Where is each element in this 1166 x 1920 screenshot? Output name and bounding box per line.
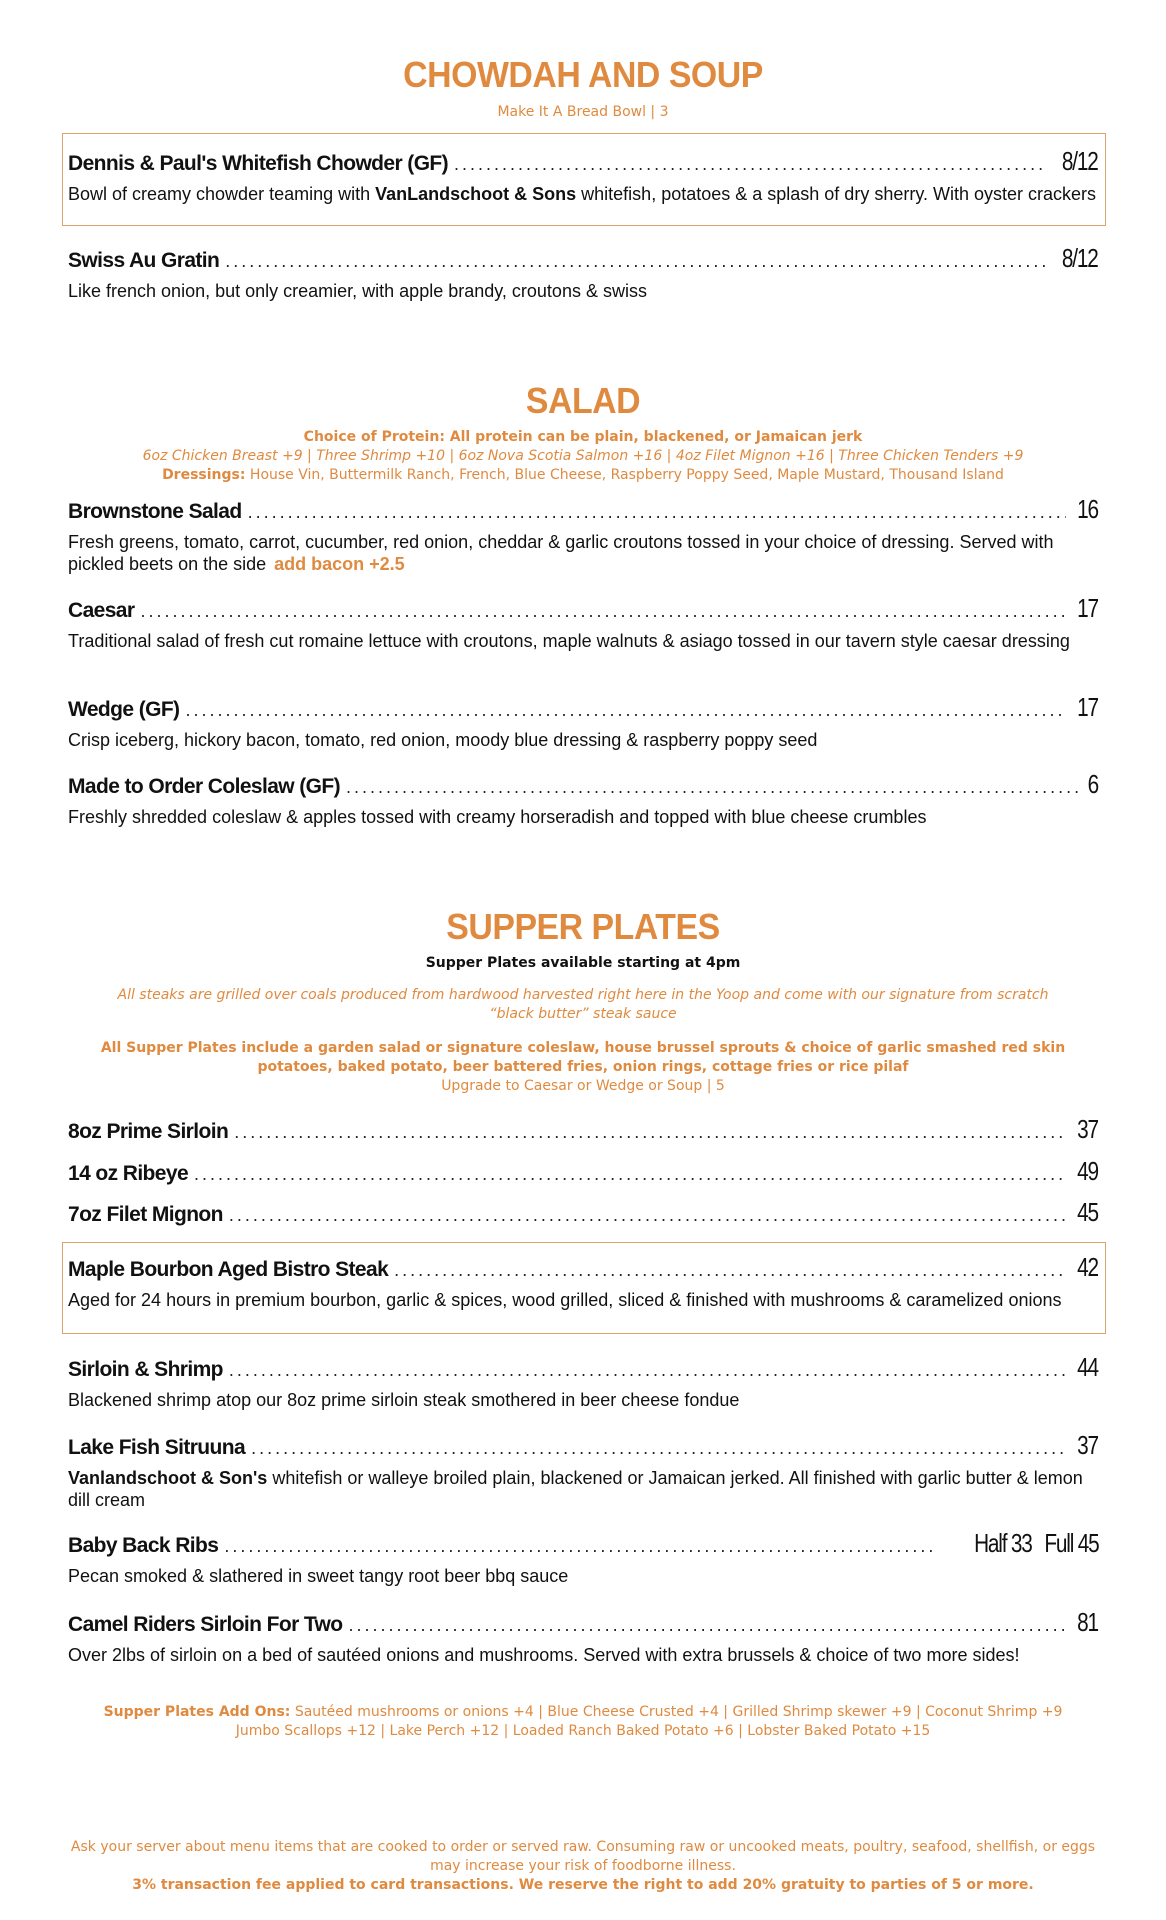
item-price: 45: [1077, 1197, 1098, 1227]
item-description: Fresh greens, tomato, carrot, cucumber, red onion, cheddar & garlic croutons tossed in your choice of dressing. Served with pickled beets on the side add bacon +2.5: [68, 532, 1054, 574]
item-price: 6: [1087, 769, 1098, 799]
item-price: 37: [1077, 1430, 1098, 1460]
item-name: Lake Fish Sitruuna: [68, 1436, 246, 1459]
item-name: Dennis & Paul's Whitefish Chowder (GF): [68, 152, 449, 175]
supper-include-note: All Supper Plates include a garden salad or signature coleslaw, house brussel sprouts & choice of garlic smashed red skin potatoes, baked potato, beer battered fries, onion rings, cottage fries or rice pilaf: [100, 1040, 1066, 1075]
item-price: 17: [1077, 593, 1098, 623]
footer-fee-note: 3% transaction fee applied to card transactions. We reserve the right to add 20% gratuity to parties of 5 or more.: [132, 1877, 1034, 1893]
item-price: 8/12: [1062, 243, 1098, 273]
chowdah-subtitle: Make It A Bread Bowl | 3: [497, 104, 669, 120]
dot-leader: [454, 155, 1047, 173]
item-price: 16: [1077, 494, 1098, 524]
item-name: Wedge (GF): [68, 698, 180, 721]
item-price: 81: [1077, 1607, 1098, 1637]
menu-item-lake-fish: [68, 1430, 1098, 1511]
dot-leader: [229, 1361, 1066, 1379]
item-description: Traditional salad of fresh cut romaine lettuce with croutons, maple walnuts & asiago tossed in our tavern style caesar dressing: [68, 631, 1070, 651]
item-description: Over 2lbs of sirloin on a bed of sautéed onions and mushrooms. Served with extra brussels & choice of two more sides!: [68, 1645, 1020, 1665]
item-name: Maple Bourbon Aged Bistro Steak: [68, 1258, 389, 1281]
salad-dressings: Dressings: House Vin, Buttermilk Ranch, French, Blue Cheese, Raspberry Poppy Seed, Maple Mustard, Thousand Island: [162, 467, 1004, 483]
dot-leader: [185, 701, 1066, 719]
dot-leader: [225, 252, 1047, 270]
item-price: 44: [1077, 1352, 1098, 1382]
item-description: Bowl of creamy chowder teaming with VanLandschoot & Sons whitefish, potatoes & a splash of dry sherry. With oyster crackers: [68, 184, 1097, 204]
menu-item-prime-sirloin: [68, 1114, 1098, 1145]
menu-item-whitefish-chowder: [68, 146, 1098, 205]
salad-protein-options: 6oz Chicken Breast +9 | Three Shrimp +10 | 6oz Nova Scotia Salmon +16 | 4oz Filet Mignon +16 | Three Chicken Tenders +9: [142, 448, 1024, 464]
supper-availability: Supper Plates available starting at 4pm: [425, 955, 741, 971]
addon-bacon: add bacon +2.5: [274, 554, 405, 574]
dot-leader: [394, 1261, 1066, 1279]
dot-leader: [224, 1537, 936, 1555]
item-name: Swiss Au Gratin: [68, 249, 220, 272]
menu-item-coleslaw: [68, 769, 1098, 828]
section-title-supper: SUPPER PLATES: [446, 906, 720, 947]
item-price: 17: [1077, 692, 1098, 722]
item-description: Blackened shrimp atop our 8oz prime sirloin steak smothered in beer cheese fondue: [68, 1390, 740, 1410]
item-description: Vanlandschoot & Son's whitefish or walleye broiled plain, blackened or Jamaican jerked. All finished with garlic butter & lemon dill cream: [68, 1468, 1083, 1510]
menu-item-filet-mignon: [68, 1197, 1098, 1228]
dot-leader: [248, 503, 1066, 521]
section-title-chowdah: CHOWDAH AND SOUP: [403, 54, 763, 95]
menu-item-swiss-au-gratin: [68, 243, 1098, 302]
item-name: Camel Riders Sirloin For Two: [68, 1613, 343, 1636]
item-price: 37: [1077, 1114, 1098, 1144]
dot-leader: [251, 1439, 1066, 1457]
item-description: Aged for 24 hours in premium bourbon, garlic & spices, wood grilled, sliced & finished with mushrooms & caramelized onions: [68, 1290, 1062, 1310]
item-price: Half 33 Full 45: [973, 1528, 1098, 1558]
menu-item-wedge: [68, 692, 1098, 751]
item-name: 14 oz Ribeye: [68, 1162, 189, 1185]
menu-item-ribeye: [68, 1156, 1098, 1187]
section-title-salad: SALAD: [525, 380, 641, 421]
dot-leader: [194, 1165, 1066, 1183]
menu-item-bistro-steak: [68, 1252, 1098, 1311]
dot-leader: [349, 1616, 1067, 1634]
item-name: Caesar: [68, 599, 135, 622]
item-name: 7oz Filet Mignon: [68, 1203, 223, 1226]
dot-leader: [234, 1123, 1066, 1141]
item-description: Freshly shredded coleslaw & apples tossed with creamy horseradish and topped with blue cheese crumbles: [68, 807, 927, 827]
supper-upgrade: Upgrade to Caesar or Wedge or Soup | 5: [441, 1078, 725, 1094]
supper-steak-note: All steaks are grilled over coals produced from hardwood harvested right here in the Yoop and come with our signature from scratch “black butter” steak sauce: [117, 987, 1049, 1022]
item-description: Crisp iceberg, hickory bacon, tomato, red onion, moody blue dressing & raspberry poppy seed: [68, 730, 818, 750]
item-name: Sirloin & Shrimp: [68, 1358, 223, 1381]
item-price: 49: [1077, 1156, 1098, 1186]
menu-item-baby-back-ribs: [68, 1528, 1098, 1587]
dot-leader: [346, 778, 1079, 796]
dot-leader: [140, 602, 1066, 620]
item-name: Brownstone Salad: [68, 500, 242, 523]
item-price: 8/12: [1062, 146, 1098, 176]
item-name: Baby Back Ribs: [68, 1534, 219, 1557]
menu-item-caesar: [68, 593, 1098, 652]
menu-item-sirloin-shrimp: [68, 1352, 1098, 1411]
dot-leader: [229, 1206, 1066, 1224]
item-name: Made to Order Coleslaw (GF): [68, 775, 341, 798]
salad-protein-line: Choice of Protein: All protein can be plain, blackened, or Jamaican jerk: [303, 429, 863, 445]
item-description: Pecan smoked & slathered in sweet tangy root beer bbq sauce: [68, 1566, 569, 1586]
item-price: 42: [1077, 1252, 1098, 1282]
menu-item-camel-riders: [68, 1607, 1098, 1666]
supper-addons: Supper Plates Add Ons: Sautéed mushrooms or onions +4 | Blue Cheese Crusted +4 | Grilled Shrimp skewer +9 | Coconut Shrimp +9 Jumbo Scallops +12 | Lake Perch +12 | Loaded Ranch Baked Potato +6 | Lobster Baked Potato +15: [103, 1704, 1063, 1739]
footer-advisory: Ask your server about menu items that are cooked to order or served raw. Consuming raw or uncooked meats, poultry, seafood, shellfish, or eggs may increase your risk of foodborne illness. 3% transaction fee applied to card transactions. We reserve the right to add 20% gratuity to parties of 5 or more.: [60, 1838, 1106, 1895]
item-description: Like french onion, but only creamier, with apple brandy, croutons & swiss: [68, 281, 647, 301]
item-name: 8oz Prime Sirloin: [68, 1120, 229, 1143]
menu-item-brownstone-salad: [68, 494, 1098, 575]
